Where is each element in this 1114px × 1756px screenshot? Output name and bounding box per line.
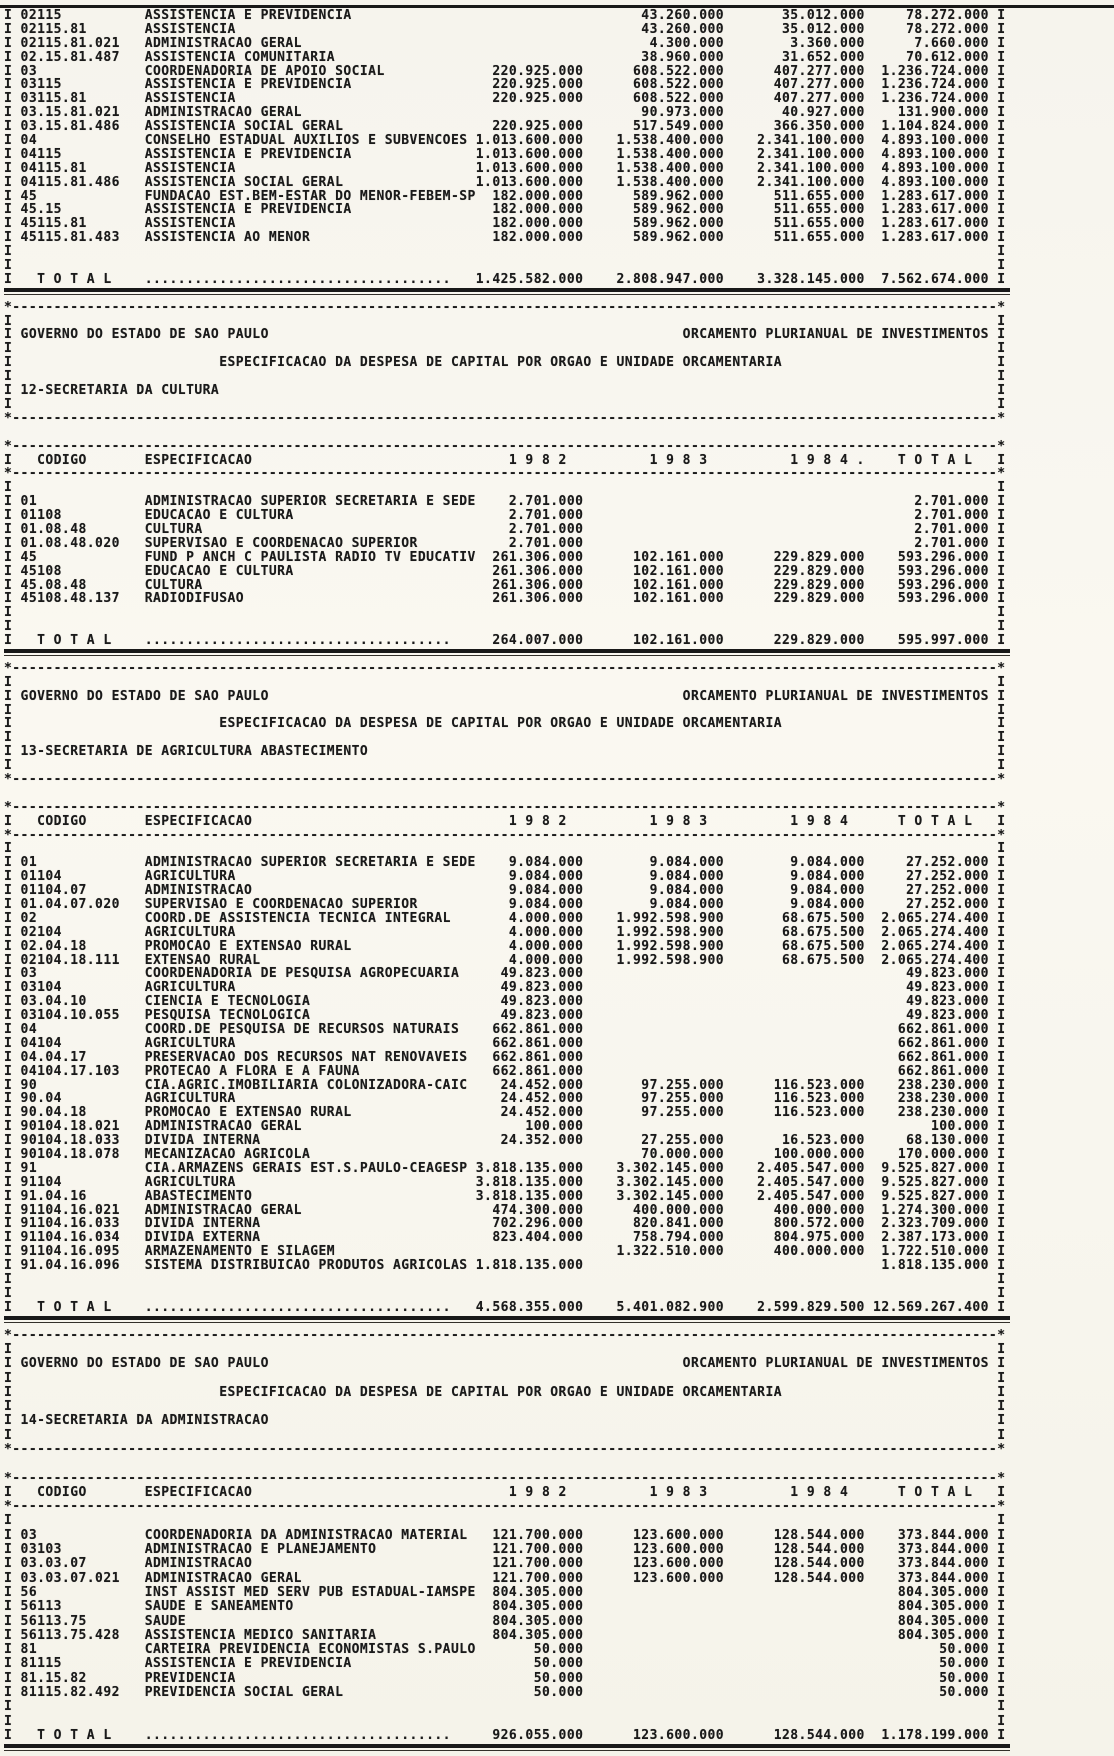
table-row: I 01.08.48.020 SUPERVISAO E COORDENACAO SUPERIOR 2.701.000 2.701.000 I: [4, 535, 1006, 551]
blank-border-line: I I: [4, 313, 1006, 329]
gap-line: [0, 1457, 1114, 1471]
dashed-separator: *-----------------------------------------------------------------------------------------------------------------------*: [4, 438, 1006, 454]
dashed-separator: *-----------------------------------------------------------------------------------------------------------------------*: [4, 466, 1006, 482]
table-row: I 04115 ASSISTENCIA E PREVIDENCIA 1.013.600.000 1.538.400.000 2.341.100.000 4.893.100.000 I: [4, 146, 1006, 162]
report-header-line: I GOVERNO DO ESTADO DE SAO PAULO ORCAMENTO PLURIANUAL DE INVESTIMENTOS I: [4, 688, 1006, 704]
table-row: I 90 CIA.AGRIC.IMOBILIARIA COLONIZADORA-CAIC 24.452.000 97.255.000 116.523.000 238.230.000 I: [4, 1077, 1006, 1093]
blank-border-line: I I: [4, 1285, 1006, 1301]
table-row: I 91104 AGRICULTURA 3.818.135.000 3.302.145.000 2.405.547.000 9.525.827.000 I: [4, 1174, 1006, 1190]
table-row: I 81 CARTEIRA PREVIDENCIA ECONOMISTAS S.PAULO 50.000 50.000 I: [4, 1642, 1006, 1658]
table-row: I 04 CONSELHO ESTADUAL AUXILIOS E SUBVENCOES 1.013.600.000 1.538.400.000 2.341.100.000 4.893.100.000 I: [4, 133, 1006, 149]
table-row: I 45108 EDUCACAO E CULTURA 261.306.000 102.161.000 229.829.000 593.296.000 I: [4, 563, 1006, 579]
table-row: I 45.15 ASSISTENCIA E PREVIDENCIA 182.000.000 589.962.000 511.655.000 1.283.617.000 I: [4, 202, 1006, 218]
blank-border-line: I I: [4, 730, 1006, 746]
column-header-line: I CODIGO ESPECIFICACAO 1 9 8 2 1 9 8 3 1 9 8 4 T O T A L I: [4, 1484, 1006, 1500]
blank-border-line: I I: [4, 1699, 1006, 1715]
table-row: I 45 FUNDACAO EST.BEM-ESTAR DO MENOR-FEBEM-SP 182.000.000 589.962.000 511.655.000 1.283.617.000 I: [4, 188, 1006, 204]
table-row: I 03115.81 ASSISTENCIA 220.925.000 608.522.000 407.277.000 1.236.724.000 I: [4, 91, 1006, 107]
table-row: I 02.15.81.487 ASSISTENCIA COMUNITARIA 38.960.000 31.652.000 70.612.000 I: [4, 49, 1006, 65]
dashed-separator: *-----------------------------------------------------------------------------------------------------------------------*: [4, 827, 1006, 843]
table-row: I 04104.17.103 PROTECAO A FLORA E A FAUNA 662.861.000 662.861.000 I: [4, 1063, 1006, 1079]
table-row: I 03.03.07.021 ADMINISTRACAO GERAL 121.700.000 123.600.000 128.544.000 373.844.000 I: [4, 1570, 1006, 1586]
dashed-separator: *-----------------------------------------------------------------------------------------------------------------------*: [4, 1499, 1006, 1515]
heavy-rule: [4, 1315, 1010, 1329]
table-row: I 90.04 AGRICULTURA 24.452.000 97.255.000 116.523.000 238.230.000 I: [4, 1091, 1006, 1107]
table-row: I 03.04.10 CIENCIA E TECNOLOGIA 49.823.000 49.823.000 I: [4, 994, 1006, 1010]
table-row: I 04115.81.486 ASSISTENCIA SOCIAL GERAL 1.013.600.000 1.538.400.000 2.341.100.000 4.893.100.000 I: [4, 174, 1006, 190]
report-subtitle-line: I ESPECIFICACAO DA DESPESA DE CAPITAL POR ORGAO E UNIDADE ORCAMENTARIA I: [4, 716, 1006, 732]
table-row: I 03103 ADMINISTRACAO E PLANEJAMENTO 121.700.000 123.600.000 128.544.000 373.844.000 I: [4, 1542, 1006, 1558]
table-row: I 02115.81 ASSISTENCIA 43.260.000 35.012.000 78.272.000 I: [4, 21, 1006, 37]
table-row: I 03 COORDENADORIA DE PESQUISA AGROPECUARIA 49.823.000 49.823.000 I: [4, 966, 1006, 982]
blank-border-line: I I: [4, 1513, 1006, 1529]
table-row: I 45115.81 ASSISTENCIA 182.000.000 589.962.000 511.655.000 1.283.617.000 I: [4, 216, 1006, 232]
table-row: I 04104 AGRICULTURA 662.861.000 662.861.000 I: [4, 1035, 1006, 1051]
table-row: I 03104.10.055 PESQUISA TECNOLOGICA 49.823.000 49.823.000 I: [4, 1008, 1006, 1024]
dashed-separator: *-----------------------------------------------------------------------------------------------------------------------*: [4, 1327, 1006, 1343]
budget-section-14: [0, 1329, 1114, 1756]
table-row: I 90104.18.021 ADMINISTRACAO GERAL 100.000 100.000 I: [4, 1119, 1006, 1135]
table-row: I 81115 ASSISTENCIA E PREVIDENCIA 50.000 50.000 I: [4, 1656, 1006, 1672]
heavy-rule: [4, 287, 1010, 301]
table-row: I 02.04.18 PROMOCAO E EXTENSAO RURAL 4.000.000 1.992.598.900 68.675.500 2.065.274.400 I: [4, 938, 1006, 954]
blank-border-line: I I: [4, 605, 1006, 621]
table-row: I 01104 AGRICULTURA 9.084.000 9.084.000 9.084.000 27.252.000 I: [4, 869, 1006, 885]
table-row: I 04.04.17 PRESERVACAO DOS RECURSOS NAT RENOVAVEIS 662.861.000 662.861.000 I: [4, 1049, 1006, 1065]
dashed-separator: *-----------------------------------------------------------------------------------------------------------------------*: [4, 299, 1006, 315]
section-title-line: I 13-SECRETARIA DE AGRICULTURA ABASTECIMENTO I: [4, 744, 1006, 760]
section-title-line: I 14-SECRETARIA DA ADMINISTRACAO I: [4, 1413, 1006, 1429]
report-subtitle-line: I ESPECIFICACAO DA DESPESA DE CAPITAL POR ORGAO E UNIDADE ORCAMENTARIA I: [4, 1384, 1006, 1400]
table-row: I 90104.18.033 DIVIDA INTERNA 24.352.000 27.255.000 16.523.000 68.130.000 I: [4, 1133, 1006, 1149]
table-row: I 91104.16.033 DIVIDA INTERNA 702.296.000 820.841.000 800.572.000 2.323.709.000 I: [4, 1216, 1006, 1232]
table-row: I 45 FUND P ANCH C PAULISTA RADIO TV EDUCATIV 261.306.000 102.161.000 229.829.000 593.296.000 I: [4, 549, 1006, 565]
table-row: I 01 ADMINISTRACAO SUPERIOR SECRETARIA E SEDE 9.084.000 9.084.000 9.084.000 27.252.000 I: [4, 855, 1006, 871]
blank-border-line: I I: [4, 1427, 1006, 1443]
blank-border-line: I I: [4, 1370, 1006, 1386]
table-row: I 01 ADMINISTRACAO SUPERIOR SECRETARIA E SEDE 2.701.000 2.701.000 I: [4, 494, 1006, 510]
section-title-line: I 12-SECRETARIA DA CULTURA I: [4, 383, 1006, 399]
blank-border-line: I I: [4, 674, 1006, 690]
blank-border-line: I I: [4, 1713, 1006, 1729]
column-header-line: I CODIGO ESPECIFICACAO 1 9 8 2 1 9 8 3 1 9 8 4 T O T A L I: [4, 813, 1006, 829]
budget-section-13: [0, 662, 1114, 1329]
report-header-line: I GOVERNO DO ESTADO DE SAO PAULO ORCAMENTO PLURIANUAL DE INVESTIMENTOS I: [4, 327, 1006, 343]
budget-section-continuation: [0, 9, 1114, 301]
blank-border-line: I I: [4, 369, 1006, 385]
blank-border-line: I I: [4, 1399, 1006, 1415]
report-subtitle-line: I ESPECIFICACAO DA DESPESA DE CAPITAL POR ORGAO E UNIDADE ORCAMENTARIA I: [4, 355, 1006, 371]
blank-border-line: I I: [4, 396, 1006, 412]
table-row: I 02104 AGRICULTURA 4.000.000 1.992.598.900 68.675.500 2.065.274.400 I: [4, 924, 1006, 940]
blank-border-line: I I: [4, 258, 1006, 274]
table-row: I 02115.81.021 ADMINISTRACAO GERAL 4.300.000 3.360.000 7.660.000 I: [4, 35, 1006, 51]
table-row: I 45115.81.483 ASSISTENCIA AO MENOR 182.000.000 589.962.000 511.655.000 1.283.617.000 I: [4, 230, 1006, 246]
table-row: I 03.03.07 ADMINISTRACAO 121.700.000 123.600.000 128.544.000 373.844.000 I: [4, 1556, 1006, 1572]
top-rule: [0, 3, 1114, 9]
table-row: I 02115 ASSISTENCIA E PREVIDENCIA 43.260.000 35.012.000 78.272.000 I: [4, 8, 1006, 23]
table-row: I 03104 AGRICULTURA 49.823.000 49.823.000 I: [4, 980, 1006, 996]
table-row: I 56113.75.428 ASSISTENCIA MEDICO SANITARIA 804.305.000 804.305.000 I: [4, 1627, 1006, 1643]
table-row: I 02104.18.111 EXTENSAO RURAL 4.000.000 1.992.598.900 68.675.500 2.065.274.400 I: [4, 952, 1006, 968]
total-row: I T O T A L ..................................... 926.055.000 123.600.000 128.544.000 1.178.199.000 I: [4, 1727, 1006, 1743]
blank-border-line: I I: [4, 758, 1006, 774]
table-row: I 03115 ASSISTENCIA E PREVIDENCIA 220.925.000 608.522.000 407.277.000 1.236.724.000 I: [4, 77, 1006, 93]
column-header-line: I CODIGO ESPECIFICACAO 1 9 8 2 1 9 8 3 1 9 8 4 . T O T A L I: [4, 452, 1006, 468]
table-row: I 03 COORDENADORIA DE APOIO SOCIAL 220.925.000 608.522.000 407.277.000 1.236.724.000 I: [4, 63, 1006, 79]
gap-line: [0, 787, 1114, 801]
blank-border-line: I I: [4, 244, 1006, 260]
blank-border-line: I I: [4, 702, 1006, 718]
table-row: I 81.15.82 PREVIDENCIA 50.000 50.000 I: [4, 1670, 1006, 1686]
blank-border-line: I I: [4, 1272, 1006, 1288]
blank-border-line: I I: [4, 1341, 1006, 1357]
dashed-separator: *-----------------------------------------------------------------------------------------------------------------------*: [4, 771, 1006, 787]
total-row: I T O T A L ..................................... 1.425.582.000 2.808.947.000 3.328.145.000 7.562.674.000 I: [4, 271, 1006, 287]
blank-border-line: I I: [4, 619, 1006, 635]
table-row: I 03 COORDENADORIA DA ADMINISTRACAO MATERIAL 121.700.000 123.600.000 128.544.000 373.844.000 I: [4, 1527, 1006, 1543]
blank-border-line: I I: [4, 480, 1006, 496]
table-row: I 03.15.81.486 ASSISTENCIA SOCIAL GERAL 220.925.000 517.549.000 366.350.000 1.104.824.000 I: [4, 119, 1006, 135]
table-row: I 56 INST ASSIST MED SERV PUB ESTADUAL-IAMSPE 804.305.000 804.305.000 I: [4, 1584, 1006, 1600]
dashed-separator: *-----------------------------------------------------------------------------------------------------------------------*: [4, 410, 1006, 426]
table-row: I 03.15.81.021 ADMINISTRACAO GERAL 90.973.000 40.927.000 131.900.000 I: [4, 105, 1006, 121]
table-row: I 81115.82.492 PREVIDENCIA SOCIAL GERAL 50.000 50.000 I: [4, 1685, 1006, 1701]
table-row: I 90.04.18 PROMOCAO E EXTENSAO RURAL 24.452.000 97.255.000 116.523.000 238.230.000 I: [4, 1105, 1006, 1121]
table-row: I 91.04.16 ABASTECIMENTO 3.818.135.000 3.302.145.000 2.405.547.000 9.525.827.000 I: [4, 1188, 1006, 1204]
table-row: I 04 COORD.DE PESQUISA DE RECURSOS NATURAIS 662.861.000 662.861.000 I: [4, 1022, 1006, 1038]
heavy-rule: [4, 1743, 1010, 1756]
table-row: I 91104.16.034 DIVIDA EXTERNA 823.404.000 758.794.000 804.975.000 2.387.173.000 I: [4, 1230, 1006, 1246]
gap-line: [0, 426, 1114, 440]
table-row: I 45.08.48 CULTURA 261.306.000 102.161.000 229.829.000 593.296.000 I: [4, 577, 1006, 593]
table-row: I 01108 EDUCACAO E CULTURA 2.701.000 2.701.000 I: [4, 508, 1006, 524]
table-row: I 01104.07 ADMINISTRACAO 9.084.000 9.084.000 9.084.000 27.252.000 I: [4, 883, 1006, 899]
dashed-separator: *-----------------------------------------------------------------------------------------------------------------------*: [4, 1470, 1006, 1486]
total-row: I T O T A L ..................................... 264.007.000 102.161.000 229.829.000 595.997.000 I: [4, 633, 1006, 649]
table-row: I 91104.16.021 ADMINISTRACAO GERAL 474.300.000 400.000.000 400.000.000 1.274.300.000 I: [4, 1202, 1006, 1218]
heavy-rule: [4, 648, 1010, 662]
table-row: I 01.08.48 CULTURA 2.701.000 2.701.000 I: [4, 521, 1006, 537]
table-row: I 01.04.07.020 SUPERVISAO E COORDENACAO SUPERIOR 9.084.000 9.084.000 9.084.000 27.252.000 I: [4, 897, 1006, 912]
table-row: I 04115.81 ASSISTENCIA 1.013.600.000 1.538.400.000 2.341.100.000 4.893.100.000 I: [4, 160, 1006, 176]
dashed-separator: *-----------------------------------------------------------------------------------------------------------------------*: [4, 799, 1006, 815]
table-row: I 91.04.16.096 SISTEMA DISTRIBUICAO PRODUTOS AGRICOLAS 1.818.135.000 1.818.135.000 I: [4, 1258, 1006, 1274]
blank-border-line: I I: [4, 341, 1006, 357]
table-row: I 90104.18.078 MECANIZACAO AGRICOLA 70.000.000 100.000.000 170.000.000 I: [4, 1147, 1006, 1163]
report-header-line: I GOVERNO DO ESTADO DE SAO PAULO ORCAMENTO PLURIANUAL DE INVESTIMENTOS I: [4, 1356, 1006, 1372]
dashed-separator: *-----------------------------------------------------------------------------------------------------------------------*: [4, 660, 1006, 676]
table-row: I 56113.75 SAUDE 804.305.000 804.305.000 I: [4, 1613, 1006, 1629]
table-row: I 91 CIA.ARMAZENS GERAIS EST.S.PAULO-CEAGESP 3.818.135.000 3.302.145.000 2.405.547.000 9.525.827.000 I: [4, 1160, 1006, 1176]
table-row: I 91104.16.095 ARMAZENAMENTO E SILAGEM 1.322.510.000 400.000.000 1.722.510.000 I: [4, 1244, 1006, 1260]
dashed-separator: *-----------------------------------------------------------------------------------------------------------------------*: [4, 1441, 1006, 1457]
budget-section-12: [0, 301, 1114, 662]
total-row: I T O T A L ..................................... 4.568.355.000 5.401.082.900 2.599.829.500 12.569.267.400 I: [4, 1299, 1006, 1315]
blank-border-line: I I: [4, 841, 1006, 857]
table-row: I 02 COORD.DE ASSISTENCIA TECNICA INTEGRAL 4.000.000 1.992.598.900 68.675.500 2.065.274.400 I: [4, 910, 1006, 926]
table-row: I 45108.48.137 RADIODIFUSAO 261.306.000 102.161.000 229.829.000 593.296.000 I: [4, 591, 1006, 607]
table-row: I 56113 SAUDE E SANEAMENTO 804.305.000 804.305.000 I: [4, 1599, 1006, 1615]
